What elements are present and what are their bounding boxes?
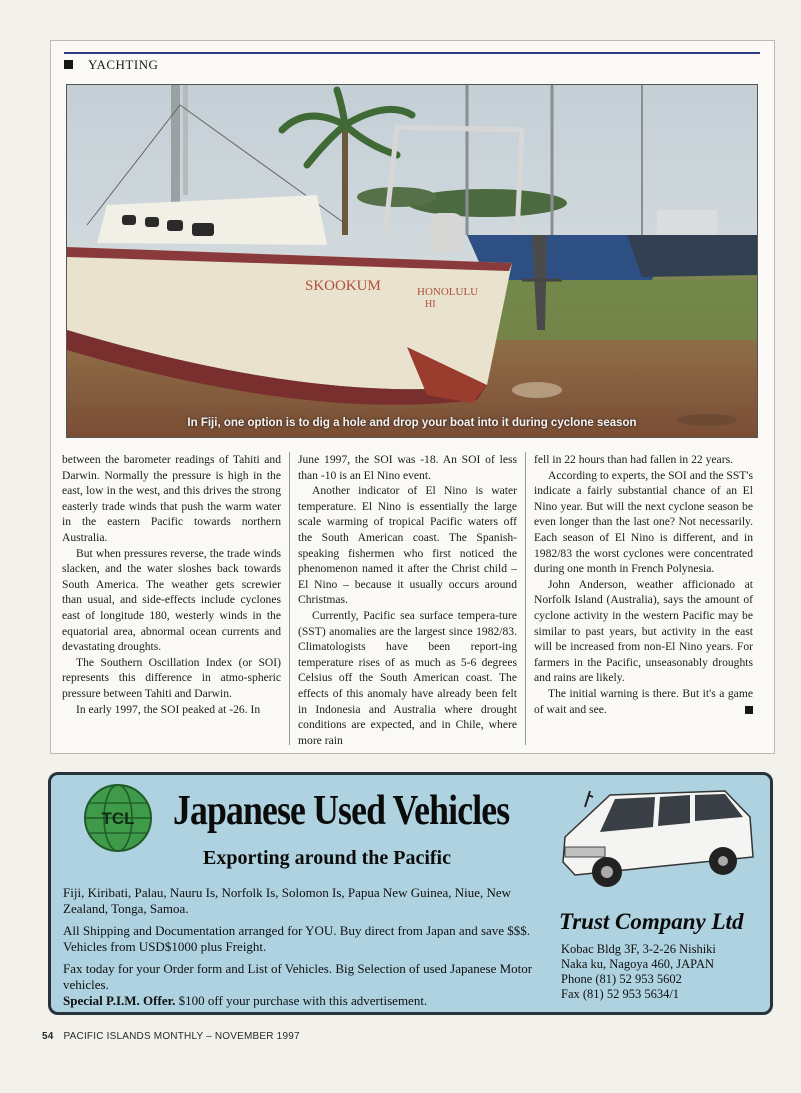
article-paragraph: between the barometer readings of Tahiti and Darwin. Normally the pressure is high in the east, low in the west, and this drives the strong easterly trade winds that push the warm water in the eastern Pacific towards northern Australia. (62, 453, 281, 544)
boat-port-state-lettering: HI (425, 299, 436, 310)
article-column-3 (534, 452, 753, 748)
article-paragraph: fell in 22 hours than had fallen in 22 years. (534, 453, 733, 466)
photo-caption: In Fiji, one option is to dig a hole and drop your boat into it during cyclone season (187, 417, 637, 429)
article-paragraph: But when pressures reverse, the trade winds slacken, and the water sloshes back towards South America. The weather gets screwier than usual, and side-effects include cyclones east of longitude 180, westerly winds in the equatorial area, abnormal ocean currents and devastating droughts. (62, 546, 281, 654)
ad-offer-bold: Special P.I.M. Offer. (63, 993, 176, 1008)
section-header (64, 52, 760, 74)
boat-name-lettering: SKOOKUM (305, 278, 381, 294)
article-paragraph: According to experts, the SOI and the SST's indicate a fairly substantial chance of an El Nino year. But will the next cyclone season be even longer than the last one? Not necessarily. Each season of El Nino is different, and in 1982/83 the worst cyclones were concentrated during one month in French Polynesia. (534, 468, 753, 576)
article-closing-text: The initial warning is there. But it's a game of wait and see. (534, 686, 753, 716)
tcl-globe-logo-icon (83, 783, 153, 853)
end-of-article-square-icon (745, 706, 753, 714)
boat-port-lettering: HONOLULU (417, 286, 479, 298)
column-divider (525, 452, 526, 745)
ad-offer-rest: $100 off your purchase with this advertisement. (175, 993, 428, 1008)
page-footer (42, 1031, 300, 1042)
article-column-2 (298, 452, 517, 748)
page-number: 54 (42, 1031, 54, 1042)
ad-address-line: Kobac Bldg 3F, 3-2-26 Nishiki (561, 942, 716, 956)
article-column-1 (62, 452, 281, 748)
ad-subhead: Exporting around the Pacific (203, 847, 451, 869)
ad-countries: Fiji, Kiribati, Palau, Nauru Is, Norfolk Is, Solomon Is, Papua New Guinea, Niue, New Zealand, Tonga, Samoa. (63, 885, 512, 916)
article-paragraph: Currently, Pacific sea surface tempera-ture (SST) anomalies are the largest since 1982/83. Climatologists have been report-ing temperature rises of as much as 5-6 degrees Celsius off the South American coast. The effects of this anomaly have already been felt in Indonesia and Australia where drought conditions are expected, and in Chile, where more rain (298, 608, 517, 747)
publication-line: PACIFIC ISLANDS MONTHLY – NOVEMBER 1997 (63, 1031, 300, 1042)
ad-phone: Phone (81) 52 953 5602 (561, 972, 682, 986)
boat-photo-illustration (67, 85, 757, 437)
ad-fax: Fax (81) 52 953 5634/1 (561, 987, 680, 1001)
article-paragraph-final (534, 686, 753, 717)
article-paragraph: Another indicator of El Nino is water temperature. El Nino is essentially the large scale warming of tropical Pacific waters off the South American coast. The Spanish-speaking fishermen who first noticed the phenomenon named it after the Christ child – El Nino – because it usually occurs around Christmas. (298, 484, 517, 607)
article-paragraph: The Southern Oscillation Index (or SOI) represents this difference in atmo-spheric pressure between Tahiti and Darwin. (62, 655, 281, 700)
article-paragraph: June 1997, the SOI was -18. An SOI of less than -10 is an El Nino event. (298, 453, 517, 482)
ad-address-line: Naka ku, Nagoya 460, JAPAN (561, 957, 714, 971)
ad-special-offer (63, 993, 533, 1009)
ad-fax-text: Fax today for your Order form and List of Vehicles. Big Selection of used Japanese Motor vehicles. (63, 961, 533, 992)
article-photo (66, 84, 758, 438)
article-paragraph: John Anderson, weather afficionado at Norfolk Island (Australia), says the amount of cyclone activity in the western Pacific may be similar to past years, but activity in the east will be increased from non-El Nino years. For farmers in the Pacific, unseasonably droughts and rains are likely. (534, 577, 753, 685)
section-label: YACHTING (88, 57, 159, 72)
column-divider (289, 452, 290, 745)
ad-headline: Japanese Used Vehicles (173, 788, 510, 834)
article-paragraph: In early 1997, the SOI peaked at -26. In (76, 702, 261, 716)
logo-lettering: TCL (101, 809, 135, 828)
station-wagon-car-icon (555, 777, 755, 895)
ad-shipping-text: All Shipping and Documentation arranged for YOU. Buy direct from Japan and save $$$. Vehicles from USD$1000 plus Freight. (63, 923, 531, 954)
advertisement (48, 772, 773, 1015)
section-marker-square (64, 60, 73, 69)
ad-company-name: Trust Company Ltd (559, 909, 744, 934)
